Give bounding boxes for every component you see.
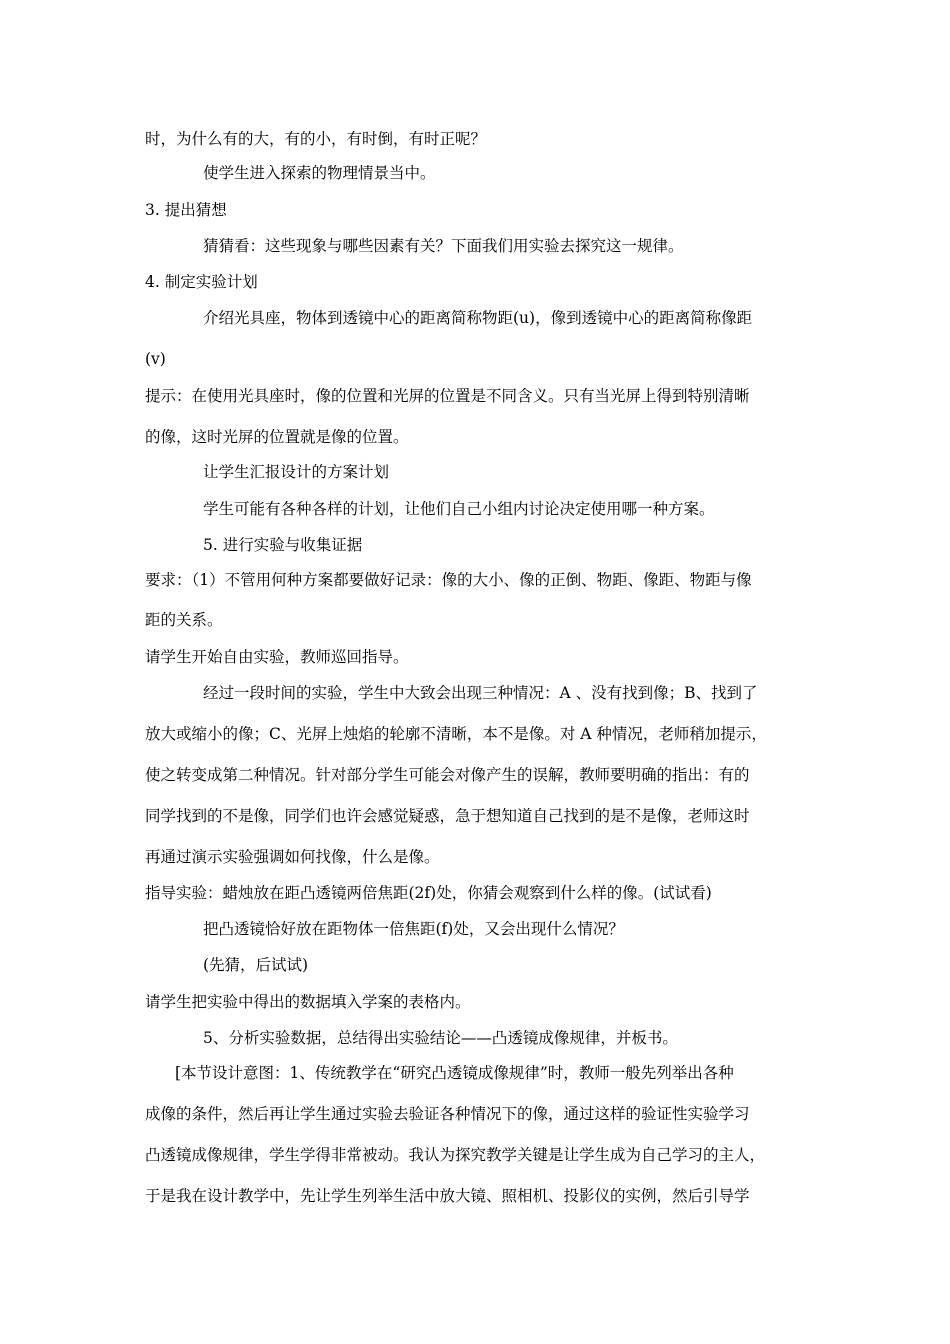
text-line: 成像的条件，然后再让学生通过实验去验证各种情况下的像，通过这样的验证性实验学习 xyxy=(145,1105,750,1123)
section-heading: 3. 提出猜想 xyxy=(145,201,227,219)
text-line: (先猜，后试试) xyxy=(203,956,309,974)
text-line: 距的关系。 xyxy=(145,611,223,629)
text-line: 放大或缩小的像；C、光屏上烛焰的轮廓不清晰，本不是像。对 A 种情况，老师稍加提示， xyxy=(145,725,767,743)
text-line: 的像，这时光屏的位置就是像的位置。 xyxy=(145,428,409,446)
text-line: 使之转变成第二种情况。针对部分学生可能会对像产生的误解，教师要明确的指出：有的 xyxy=(145,766,750,784)
text-line: 再通过演示实验强调如何找像，什么是像。 xyxy=(145,848,440,866)
text-line: 凸透镜成像规律，学生学得非常被动。我认为探究教学关键是让学生成为自己学习的主人， xyxy=(145,1146,766,1164)
text-line: [本节设计意图：1、传统教学在“研究凸透镜成像规律”时，教师一般先列举出各种 xyxy=(175,1064,734,1082)
text-line: 请学生开始自由实验，教师巡回指导。 xyxy=(145,648,409,666)
text-line: 使学生进入探索的物理情景当中。 xyxy=(203,164,436,182)
text-line: 把凸透镜恰好放在距物体一倍焦距(f)处，又会出现什么情况？ xyxy=(203,920,624,938)
text-line: 时，为什么有的大，有的小，有时倒，有时正呢？ xyxy=(145,130,487,148)
text-line: 指导实验：蜡烛放在距凸透镜两倍焦距(2f)处，你猜会观察到什么样的像。(试试看) xyxy=(145,884,712,902)
text-line: 学生可能有各种各样的计划，让他们自己小组内讨论决定使用哪一种方案。 xyxy=(203,500,715,518)
text-line: 5、分析实验数据，总结得出实验结论——凸透镜成像规律，并板书。 xyxy=(203,1029,678,1047)
section-heading: 5. 进行实验与收集证据 xyxy=(203,536,363,554)
text-line: 要求：（1）不管用何种方案都要做好记录：像的大小、像的正倒、物距、像距、物距与像 xyxy=(145,571,752,589)
text-line: 猜猜看：这些现象与哪些因素有关？下面我们用实验去探究这一规律。 xyxy=(203,237,684,255)
text-line: 同学找到的不是像，同学们也许会感觉疑惑，急于想知道自己找到的是不是像，老师这时 xyxy=(145,807,750,825)
text-line: 让学生汇报设计的方案计划 xyxy=(203,463,390,481)
text-line: 请学生把实验中得出的数据填入学案的表格内。 xyxy=(145,993,471,1011)
text-line: 经过一段时间的实验，学生中大致会出现三种情况：A 、没有找到像；B、找到了 xyxy=(203,684,758,702)
text-line: 提示：在使用光具座时，像的位置和光屏的位置是不同含义。只有当光屏上得到特别清晰 xyxy=(145,387,750,405)
text-line: 于是我在设计教学中，先让学生列举生活中放大镜、照相机、投影仪的实例，然后引导学 xyxy=(145,1187,750,1205)
section-heading: 4. 制定实验计划 xyxy=(145,273,258,291)
text-line: (v) xyxy=(145,350,166,368)
text-line: 介绍光具座，物体到透镜中心的距离简称物距(u)，像到透镜中心的距离简称像距 xyxy=(203,309,753,327)
